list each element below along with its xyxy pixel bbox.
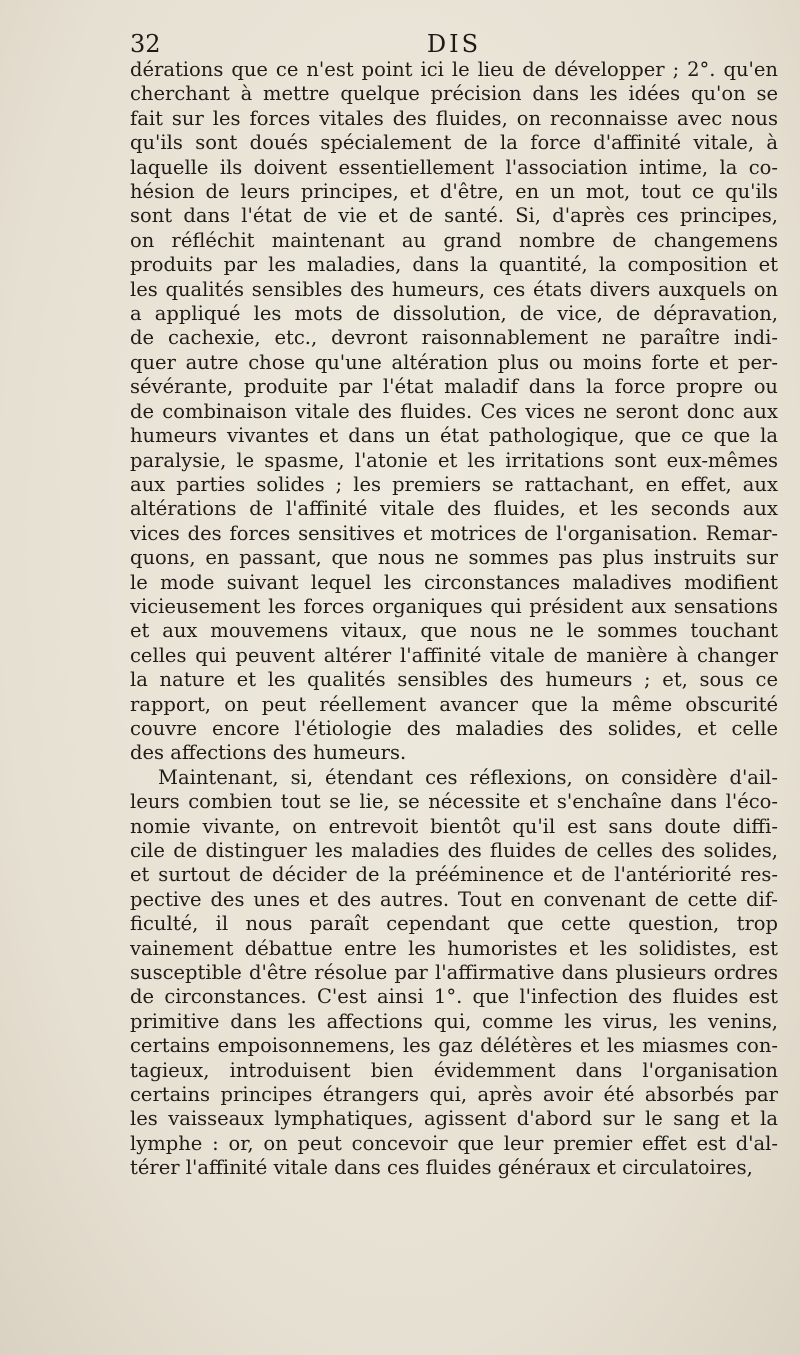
text-line: cherchant à mettre quelque précision dans les idées qu'on se [130, 82, 778, 106]
text-line: lymphe : or, on peut concevoir que leur premier effet est d'al- [130, 1131, 778, 1155]
text-line: tagieux, introduisent bien évidemment dans l'organisation [130, 1058, 778, 1082]
text-line: humeurs vivantes et dans un état pathologique, que ce que la [130, 424, 778, 448]
text-line: le mode suivant lequel les circonstances maladives modifient [130, 570, 778, 594]
text-line: paralysie, le spasme, l'atonie et les irritations sont eux-mêmes [130, 448, 778, 472]
text-line: sont dans l'état de vie et de santé. Si, d'après ces principes, [130, 204, 778, 228]
text-line: des affections des humeurs. [130, 741, 407, 765]
text-line: dérations que ce n'est point ici le lieu de développer ; 2°. qu'en [130, 58, 778, 81]
text-line: les vaisseaux lymphatiques, agissent d'abord sur le sang et la [130, 1107, 778, 1131]
text-line: certains principes étrangers qui, après avoir été absorbés par [130, 1083, 778, 1107]
text-line: vices des forces sensitives et motrices de l'organisation. Remar- [130, 521, 778, 545]
running-head: DIS [426, 30, 482, 58]
text-line: sévérante, produite par l'état maladif dans la force propre ou [130, 375, 778, 399]
text-line: de circonstances. C'est ainsi 1°. que l'infection des fluides est [130, 985, 778, 1009]
text-line: quons, en passant, que nous ne sommes pas plus instruits sur [130, 546, 778, 570]
text-line: pective des unes et des autres. Tout en convenant de cette dif- [130, 887, 778, 911]
text-line: et aux mouvemens vitaux, que nous ne le sommes touchant [130, 619, 778, 643]
text-line: fait sur les forces vitales des fluides, on reconnaisse avec nous [130, 106, 778, 130]
text-line: rapport, on peut réellement avancer que la même obscurité [130, 692, 778, 716]
text-line: cile de distinguer les maladies des fluides de celles des solides, [130, 839, 778, 862]
text-line: nomie vivante, on entrevoit bientôt qu'il est sans doute diffi- [130, 814, 778, 838]
text-line: aux parties solides ; les premiers se rattachant, en effet, aux [130, 472, 778, 496]
text-line: Maintenant, si, étendant ces réflexions, on considère d'ail- [158, 765, 778, 789]
text-line: hésion de leurs principes, et d'être, en un mot, tout ce qu'ils [130, 180, 778, 204]
text-line: susceptible d'être résolue par l'affirmative dans plusieurs ordres [130, 961, 778, 985]
paragraph-2 [130, 766, 778, 1181]
text-line: quer autre chose qu'une altération plus ou moins forte et per- [130, 350, 778, 374]
paragraph-1 [130, 58, 778, 766]
text-line: vainement débattue entre les humoristes et les solidistes, est [130, 936, 778, 960]
text-line: altérations de l'affinité vitale des fluides, et les seconds aux [130, 497, 778, 521]
text-line: celles qui peuvent altérer l'affinité vitale de manière à changer [130, 643, 778, 667]
text-line: produits par les maladies, dans la quantité, la composition et [130, 253, 778, 277]
text-line: térer l'affinité vitale dans ces fluides généraux et circulatoires, [130, 1156, 753, 1180]
text-line: primitive dans les affections qui, comme les virus, les venins, [130, 1009, 778, 1033]
text-line: certains empoisonnemens, les gaz délétères et les miasmes con- [130, 1034, 778, 1058]
text-line: ficulté, il nous paraît cependant que cette question, trop [130, 912, 778, 936]
text-line: qu'ils sont doués spécialement de la force d'affinité vitale, à [130, 131, 778, 155]
text-line: leurs combien tout se lie, se nécessite et s'enchaîne dans l'éco- [130, 790, 778, 814]
text-line: a appliqué les mots de dissolution, de vice, de dépravation, [130, 302, 778, 326]
text-line: les qualités sensibles des humeurs, ces états divers auxquels on [130, 277, 778, 301]
text-line: vicieusement les forces organiques qui président aux sensations [130, 594, 778, 618]
page-number: 32 [130, 30, 161, 58]
text-line: et surtout de décider de la prééminence et de l'antériorité res- [130, 863, 778, 887]
text-line: couvre encore l'étiologie des maladies des solides, et celle [130, 716, 778, 740]
text-line: de combinaison vitale des fluides. Ces vices ne seront donc aux [130, 399, 778, 423]
text-line: de cachexie, etc., devront raisonnablement ne paraître indi- [130, 326, 778, 350]
text-line: laquelle ils doivent essentiellement l'association intime, la co- [130, 155, 778, 179]
text-line: on réfléchit maintenant au grand nombre de changemens [130, 228, 778, 252]
text-line: la nature et les qualités sensibles des humeurs ; et, sous ce [130, 668, 778, 692]
body-text [130, 58, 778, 1181]
